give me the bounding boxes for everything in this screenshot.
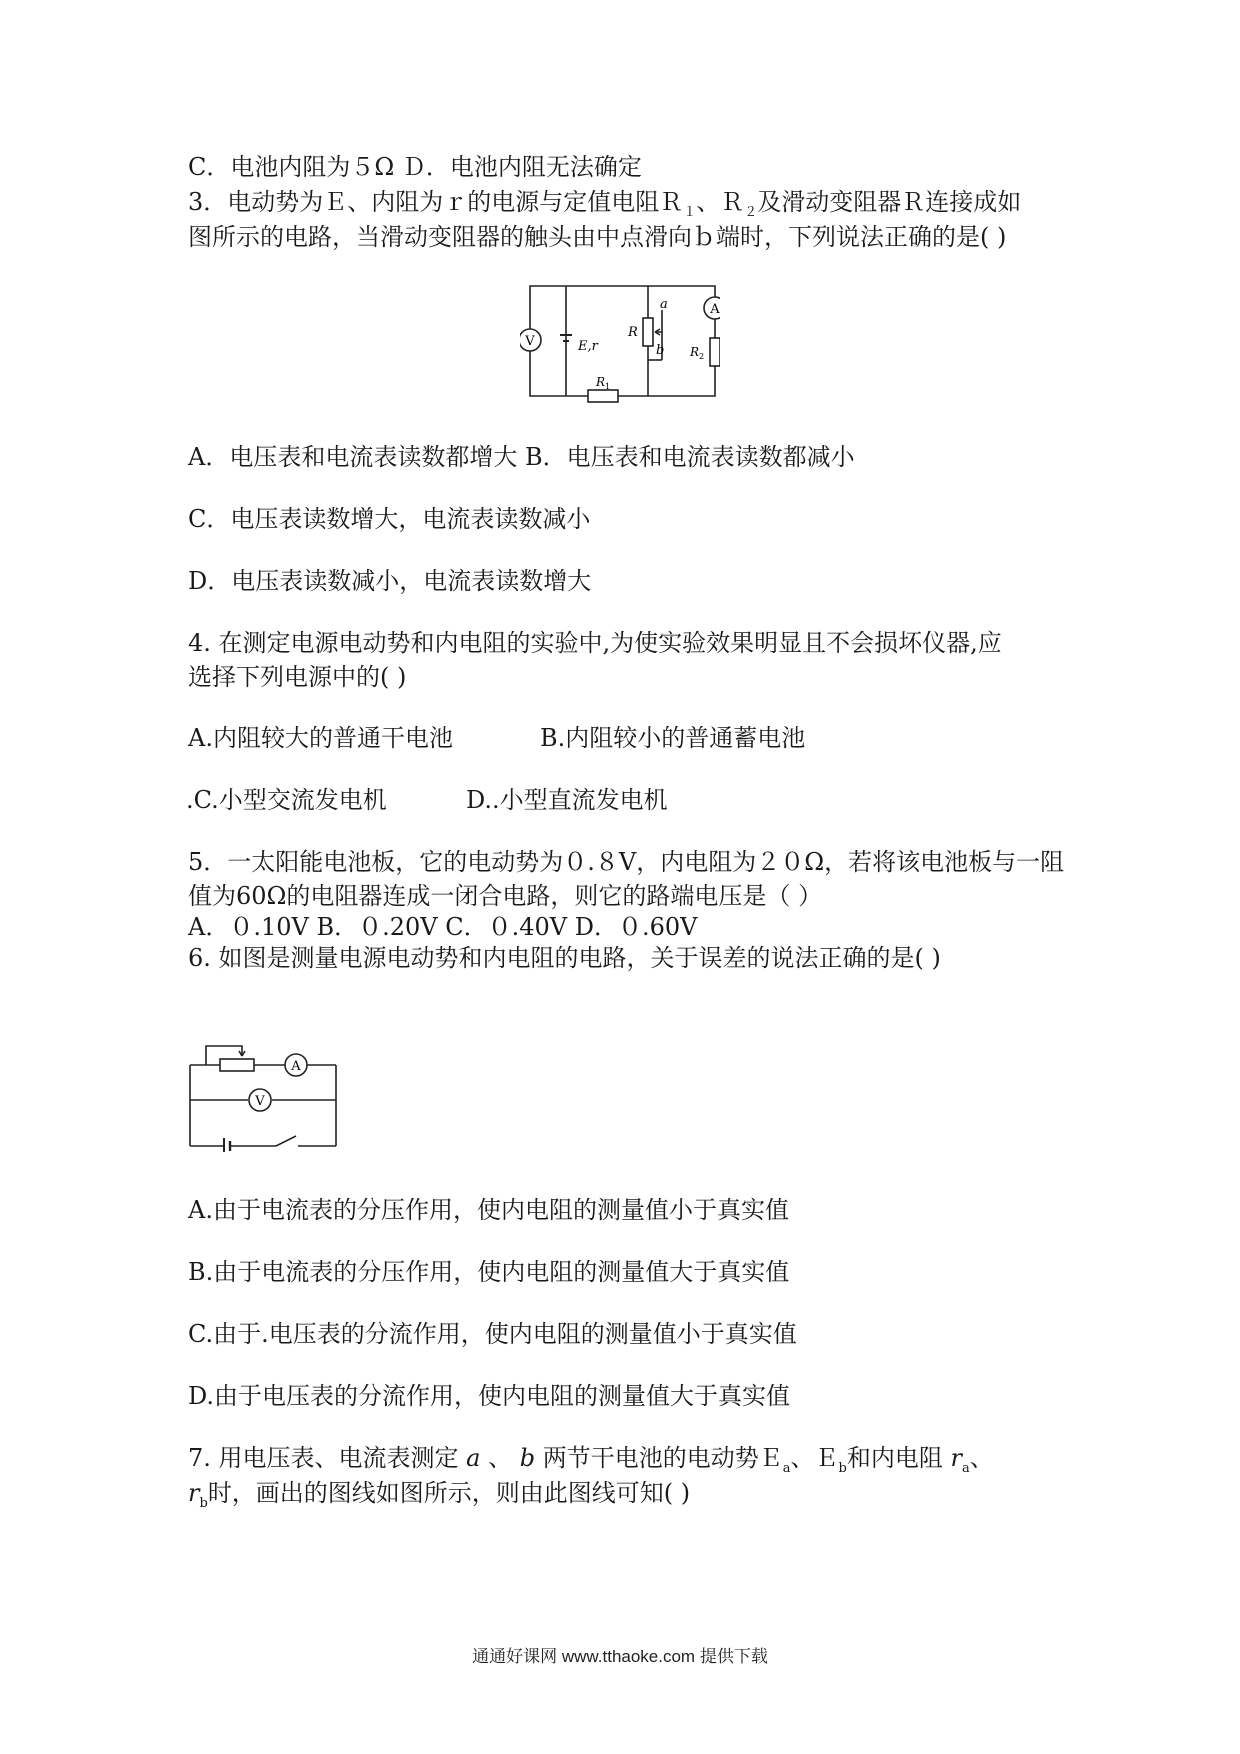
q4-option-b: B.内阻较小的普通蓄电池: [540, 724, 806, 752]
q3-fig-label-a-end: a: [660, 297, 668, 312]
q7-line2-text: 时，画出的图线如图所示，则由此图线可知( ): [207, 1479, 691, 1507]
q7-sub-a2: a: [961, 1460, 970, 1476]
q3-circuit-figure: [520, 280, 720, 406]
q7-stem-line2: [188, 1478, 690, 1519]
q6-stem: 6. 如图是测量电源电动势和内电阻的电路，关于误差的说法正确的是( ): [188, 944, 941, 972]
q5-stem-line2: 值为60Ω的电阻器连成一闭合电路，则它的路端电压是（ ）: [188, 882, 823, 910]
q3-option-d: D．电压表读数减小，电流表读数增大: [188, 567, 592, 595]
q4-option-d: D..小型直流发电机: [466, 786, 668, 814]
q7-sub-b: b: [838, 1460, 847, 1476]
q5-stem-line1: 5．一太阳能电池板，它的电动势为０.８V，内电阻为２０Ω，若将该电池板与一阻: [188, 848, 1065, 876]
q7-var-a: a: [466, 1444, 481, 1472]
q7-text-2: 两节干电池的电动势Ｅ: [535, 1444, 783, 1472]
q3-fig-label-a: A: [710, 302, 720, 317]
q3-option-ab: A．电压表和电流表读数都增大 B．电压表和电流表读数都减小: [188, 443, 855, 471]
q4-option-c: .C.小型交流发电机: [186, 786, 387, 814]
q3-frame-wire: [530, 286, 715, 396]
q3-fig-label-r: R: [628, 325, 638, 340]
q7-var-b: b: [519, 1444, 536, 1472]
q7-text-1: 7. 用电压表、电流表测定: [188, 1444, 467, 1472]
q3-sub2: ２: [744, 204, 758, 220]
q7-line2-sub: b: [199, 1495, 208, 1511]
q3-fig-label-r1: R: [596, 375, 606, 389]
q3-fig-label-r2-sub: 2: [699, 352, 705, 361]
q6-option-d: D.由于电压表的分流作用，使内电阻的测量值大于真实值: [188, 1382, 791, 1410]
q5-options: A．０.10V B．０.20V C．０.40V D．０.60V: [188, 913, 698, 941]
q3-fig-label-v: V: [525, 334, 535, 349]
q7-sub-a: a: [782, 1460, 791, 1476]
q6-rheostat: [220, 1059, 254, 1071]
q3-stem-line2: 图所示的电路，当滑动变阻器的触头由中点滑向ｂ端时，下列说法正确的是( ): [188, 223, 1007, 251]
q4-stem-line2: 选择下列电源中的( ): [188, 663, 407, 691]
q7-mid: 、Ｅ: [790, 1444, 839, 1472]
q3-fig-label-r1-sub: 1: [605, 382, 611, 391]
q6-fig-label-a: A: [291, 1059, 301, 1074]
q2-options-tail: C．电池内阻为５Ω Ｄ．电池内阻无法确定: [188, 153, 642, 181]
page-footer: 通通好课网 www.tthaoke.com 提供下载: [472, 1647, 768, 1666]
q3-line1-mid: 、Ｒ: [696, 188, 745, 216]
q3-line1-text: 3．电动势为Ｅ、内阻为ｒ的电源与定值电阻Ｒ: [188, 188, 684, 216]
q6-option-c: C.由于.电压表的分流作用，使内电阻的测量值小于真实值: [188, 1320, 797, 1348]
q4-stem-line1: 4. 在测定电源电动势和内电阻的实验中,为使实验效果明显且不会损坏仪器,应: [188, 629, 1002, 657]
q3-fig-label-er: E,r: [578, 339, 598, 354]
q7-text-3: 和内电阻: [846, 1444, 951, 1472]
q6-circuit-figure: [186, 1040, 342, 1152]
q7-line2-r: r: [188, 1479, 200, 1507]
q7-end: 、: [969, 1444, 994, 1472]
q4-option-a: A.内阻较大的普通干电池: [188, 724, 453, 752]
q7-sep: 、: [480, 1444, 520, 1472]
q6-option-b: B.由于电流表的分压作用，使内电阻的测量值大于真实值: [188, 1258, 790, 1286]
q3-line1-end: 及滑动变阻器Ｒ连接成如: [757, 188, 1022, 216]
q7-var-r: r: [950, 1444, 962, 1472]
q6-option-a: A.由于电流表的分压作用，使内电阻的测量值小于真实值: [188, 1196, 789, 1224]
q3-fig-label-r2: R: [690, 345, 700, 359]
q6-fig-label-v: V: [255, 1094, 265, 1109]
q3-sub1: １: [683, 204, 697, 220]
q3-option-c: C．电压表读数增大，电流表读数减小: [188, 505, 591, 533]
q3-fig-label-b-end: b: [656, 343, 665, 358]
